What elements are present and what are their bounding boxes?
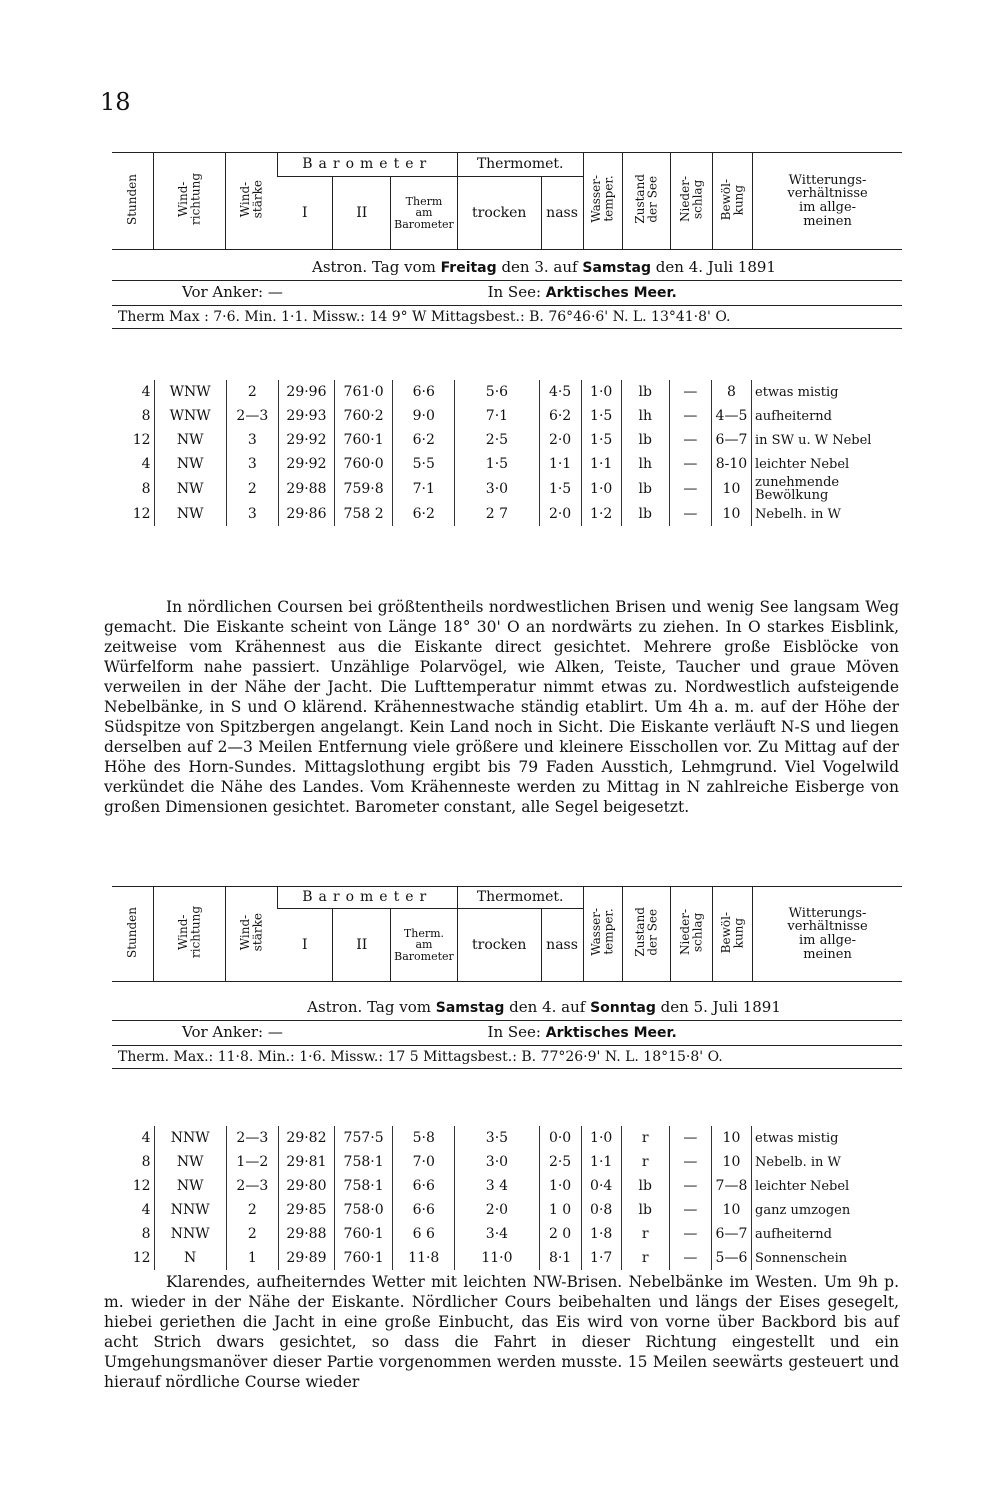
table-cell: 1—2 xyxy=(226,1150,278,1174)
table-row xyxy=(112,1150,902,1174)
see-line-2: In See: Arktisches Meer. xyxy=(487,1022,677,1041)
astron-day-line: Astron. Tag vom Freitag den 3. auf Samstag den 4. Juli 1891 xyxy=(312,258,776,276)
header-stunden: Stunden xyxy=(125,173,140,225)
astron-day-line-2: Astron. Tag vom Samstag den 4. auf Sonntag den 5. Juli 1891 xyxy=(307,998,781,1016)
table-cell: 2 7 xyxy=(455,502,539,526)
table-cell: 0·8 xyxy=(581,1198,621,1222)
table-cell: lb xyxy=(621,380,669,404)
table-cell: — xyxy=(669,1150,711,1174)
table-row xyxy=(112,1174,902,1198)
table-cell: 1·1 xyxy=(581,452,621,476)
table-cell: 7·1 xyxy=(393,476,455,502)
table-cell: 6—7 xyxy=(711,1222,751,1246)
table-cell: 2—3 xyxy=(226,1126,278,1150)
table-cell: 1·5 xyxy=(455,452,539,476)
table-cell: 1·2 xyxy=(581,502,621,526)
header-bar-1: I xyxy=(277,177,333,250)
table-cell: 29·92 xyxy=(278,452,334,476)
table-cell: 4 xyxy=(141,383,151,400)
table-cell: 0·0 xyxy=(539,1126,581,1150)
table-cell: lh xyxy=(621,404,669,428)
header-barometer: Barometer xyxy=(302,156,433,173)
table-cell: lb xyxy=(621,502,669,526)
table-cell: 29·92 xyxy=(278,428,334,452)
table-cell: 8 xyxy=(711,380,751,404)
table-cell: 3·0 xyxy=(455,1150,539,1174)
table-cell: 759·8 xyxy=(335,476,393,502)
table-cell: aufheiternd xyxy=(752,1222,902,1246)
table-cell: Sonnenschein xyxy=(752,1246,902,1270)
table-cell: 29·96 xyxy=(278,380,334,404)
table-cell: 2·0 xyxy=(539,502,581,526)
table-cell: 6·6 xyxy=(393,1198,455,1222)
table-cell: — xyxy=(669,452,711,476)
table-row xyxy=(112,1246,902,1270)
table-cell: 29·82 xyxy=(278,1126,334,1150)
table-row xyxy=(112,502,902,526)
data-rows-1 xyxy=(112,380,902,526)
table-cell: 758·1 xyxy=(335,1150,393,1174)
header-wassertemper-2: Wasser- temper. xyxy=(589,908,616,956)
table-cell: 10 xyxy=(711,1126,751,1150)
table-cell: 11·8 xyxy=(393,1246,455,1270)
table-row xyxy=(112,452,902,476)
table-cell: 8 xyxy=(141,1153,151,1170)
day-info-1 xyxy=(112,256,902,329)
table-cell: 29·88 xyxy=(278,1222,334,1246)
table-cell: zunehmende Bewölkung xyxy=(752,476,902,502)
table-cell: 1·5 xyxy=(581,428,621,452)
header-witterung-2: Witterungs- verhältnisse im allge- meinen xyxy=(753,887,902,982)
header-windstaerke: Wind- stärke xyxy=(237,180,265,219)
table-cell: lh xyxy=(621,452,669,476)
table-cell: 758·1 xyxy=(335,1174,393,1198)
table-cell: — xyxy=(669,1126,711,1150)
table-cell: 760·1 xyxy=(335,1222,393,1246)
table-cell: leichter Nebel xyxy=(752,452,902,476)
table-cell: 760·0 xyxy=(335,452,393,476)
table-cell: — xyxy=(669,428,711,452)
table-cell: 758 2 xyxy=(335,502,393,526)
table-cell: 6·2 xyxy=(393,502,455,526)
table-cell: 1·0 xyxy=(581,1126,621,1150)
table-cell: Nebelb. in W xyxy=(752,1150,902,1174)
table-row xyxy=(112,1126,902,1150)
table-cell: — xyxy=(669,380,711,404)
paragraph-1: In nördlichen Coursen bei größtentheils nordwestlichen Brisen und wenig See langsam Weg gemacht. Die Eiskante scheint von Länge 18° 30' O an nordwärts zu ziehen. In O starkes Eisblink, zeitweise vom Krähennest aus die Eiskante direct gesichtet. Mehrere große Eisblöcke von Würfelform nahe passiert. Unzählige Polarvögel, wie Alken, Teiste, Taucher und graue Möven verweilen in der Nähe der Jacht. Die Lufttemperatur nimmt etwas zu. Nordwestlich aufsteigende Nebelbänke, in S und O klärend. Krähennestwache ständig etablirt. Um 4h a. m. auf der Höhe der Südspitze von Spitzbergen angelangt. Kein Land noch in Sicht. Die Eiskante verläuft N-S und liegen derselben auf 2—3 Meilen Entfernung viele größere und kleinere Eisschollen vor. Zu Mittag auf der Höhe des Horn-Sundes. Mittagslothung ergibt bis 79 Faden Ausstich, Lehmgrund. Viel Vogelwild verkündet die Nähe des Landes. Vom Krähenneste werden zu Mittag in N zahlreiche Eisberge von großen Dimensionen gesichtet. Barometer constant, alle Segel beigesetzt. xyxy=(104,598,899,816)
weather-log-table-2 xyxy=(112,886,902,982)
table-cell: 2 xyxy=(226,380,278,404)
table-cell: 8 xyxy=(141,1225,151,1242)
table-cell: 2 xyxy=(226,1222,278,1246)
table-cell: 5·6 xyxy=(455,380,539,404)
table-cell: 760·1 xyxy=(335,428,393,452)
table-cell: 1·0 xyxy=(581,476,621,502)
table-cell: NW xyxy=(154,1150,226,1174)
table-cell: 3 xyxy=(226,502,278,526)
table-cell: 1·0 xyxy=(581,380,621,404)
header-bar-2-2: II xyxy=(333,909,391,982)
table-row xyxy=(112,476,902,502)
table-cell: 2—3 xyxy=(226,404,278,428)
table-cell: NW xyxy=(154,476,226,502)
table-cell: NW xyxy=(154,428,226,452)
table-cell: NW xyxy=(154,502,226,526)
table-cell: 1·1 xyxy=(581,1150,621,1174)
table-cell: — xyxy=(669,1222,711,1246)
table-cell: 760·2 xyxy=(335,404,393,428)
table-cell: ganz umzogen xyxy=(752,1198,902,1222)
table-cell: 757·5 xyxy=(335,1126,393,1150)
header-windrichtung: Wind- richtung xyxy=(175,173,203,226)
table-cell: 7·1 xyxy=(455,404,539,428)
header-trocken: trocken xyxy=(457,177,541,250)
table-cell: leichter Nebel xyxy=(752,1174,902,1198)
header-wassertemper: Wasser- temper. xyxy=(589,175,616,223)
table-cell: 2·5 xyxy=(455,428,539,452)
table-cell: 3·5 xyxy=(455,1126,539,1150)
table-row xyxy=(112,428,902,452)
table-cell: lb xyxy=(621,476,669,502)
table-cell: 2—3 xyxy=(226,1174,278,1198)
header-nass: nass xyxy=(541,177,583,250)
table-cell: WNW xyxy=(154,380,226,404)
table-cell: NW xyxy=(154,452,226,476)
table-cell: lb xyxy=(621,1174,669,1198)
table-cell: 10 xyxy=(711,476,751,502)
table-cell: NNW xyxy=(154,1126,226,1150)
table-cell: 758·0 xyxy=(335,1198,393,1222)
table-cell: r xyxy=(621,1246,669,1270)
header-bar-1-2: I xyxy=(277,909,333,982)
header-windstaerke-2: Wind- stärke xyxy=(237,913,265,952)
header-stunden-2: Stunden xyxy=(125,906,140,958)
table-cell: aufheiternd xyxy=(752,404,902,428)
table-row xyxy=(112,1222,902,1246)
table-cell: 2 0 xyxy=(539,1222,581,1246)
table-cell: lb xyxy=(621,428,669,452)
table-cell: — xyxy=(669,1174,711,1198)
therm-summary-line-2: Therm. Max.: 11·8. Min.: 1·6. Missw.: 17 5 Mittagsbest.: B. 77°26·9' N. L. 18°15·8' O. xyxy=(118,1048,723,1065)
table-cell: in SW u. W Nebel xyxy=(752,428,902,452)
table-cell: 10 xyxy=(711,1198,751,1222)
table-cell: — xyxy=(669,502,711,526)
table-cell: 8·1 xyxy=(539,1246,581,1270)
table-cell: 1·8 xyxy=(581,1222,621,1246)
header-bewoelkung: Bewöl- kung xyxy=(719,178,746,220)
table-cell: 29·85 xyxy=(278,1198,334,1222)
table-cell: 2 xyxy=(226,476,278,502)
header-therm-am-barometer-2: Therm. am Barometer xyxy=(391,909,458,982)
header-niederschlag-2: Nieder- schlag xyxy=(678,909,705,956)
table-cell: r xyxy=(621,1150,669,1174)
table-cell: 3·4 xyxy=(455,1222,539,1246)
table-cell: — xyxy=(669,404,711,428)
table-cell: 3 xyxy=(226,428,278,452)
therm-summary-line: Therm Max : 7·6. Min. 1·1. Missw.: 14 9° W Mittagsbest.: B. 76°46·6' N. L. 13°41·8' O. xyxy=(118,308,731,325)
table-cell: Nebelh. in W xyxy=(752,502,902,526)
table-cell: 3 4 xyxy=(455,1174,539,1198)
table-cell: 29·89 xyxy=(278,1246,334,1270)
table-cell: 4 xyxy=(141,455,151,472)
header-bar-2: II xyxy=(333,177,391,250)
table-cell: 8 xyxy=(141,407,151,424)
table-cell: 6—7 xyxy=(711,428,751,452)
table-cell: 12 xyxy=(132,505,151,522)
table-cell: 8 xyxy=(141,480,151,497)
table-cell: etwas mistig xyxy=(752,380,902,404)
see-line: In See: Arktisches Meer. xyxy=(487,282,677,301)
table-cell: 29·88 xyxy=(278,476,334,502)
header-zustand-see-2: Zustand der See xyxy=(633,907,660,957)
table-cell: 1 xyxy=(226,1246,278,1270)
table-cell: 3·0 xyxy=(455,476,539,502)
table-cell: — xyxy=(669,1246,711,1270)
table-cell: 761·0 xyxy=(335,380,393,404)
table-row xyxy=(112,1198,902,1222)
header-bewoelkung-2: Bewöl- kung xyxy=(719,911,746,953)
table-cell: 2·0 xyxy=(455,1198,539,1222)
table-cell: 3 xyxy=(226,452,278,476)
header-thermomet-2: Thermomet. xyxy=(476,889,564,906)
table-cell: 1·0 xyxy=(539,1174,581,1198)
header-barometer-2: Barometer xyxy=(302,889,433,906)
table-cell: lb xyxy=(621,1198,669,1222)
table-cell: 0·4 xyxy=(581,1174,621,1198)
table-cell: 8-10 xyxy=(711,452,751,476)
anker-line: Vor Anker: — xyxy=(182,282,283,301)
table-cell: — xyxy=(669,476,711,502)
table-cell: NW xyxy=(154,1174,226,1198)
table-cell: 6·6 xyxy=(393,1174,455,1198)
table-cell: 10 xyxy=(711,1150,751,1174)
table-cell: r xyxy=(621,1222,669,1246)
header-nass-2: nass xyxy=(541,909,583,982)
table-cell: 9·0 xyxy=(393,404,455,428)
table-cell: — xyxy=(669,1198,711,1222)
table-cell: 6·2 xyxy=(539,404,581,428)
table-cell: N xyxy=(154,1246,226,1270)
anker-line-2: Vor Anker: — xyxy=(182,1022,283,1041)
table-cell: 760·1 xyxy=(335,1246,393,1270)
header-niederschlag: Nieder- schlag xyxy=(678,176,705,223)
table-cell: 12 xyxy=(132,431,151,448)
table-cell: 2·0 xyxy=(539,428,581,452)
table-cell: 1·5 xyxy=(581,404,621,428)
table-cell: 29·93 xyxy=(278,404,334,428)
table-cell: 2·5 xyxy=(539,1150,581,1174)
table-cell: 6·2 xyxy=(393,428,455,452)
table-cell: 29·80 xyxy=(278,1174,334,1198)
day-info-2 xyxy=(112,996,902,1069)
table-cell: NNW xyxy=(154,1222,226,1246)
paragraph-2: Klarendes, aufheiterndes Wetter mit leichten NW-Brisen. Nebelbänke im Westen. Um 9h p. m. wieder in der Nähe der Eiskante. Nördlicher Cours beibehalten und längs der Eises gesegelt, hiebei geriethen die Jacht in eine große Einbucht, das Eis wird von vorne über Backbord bis auf acht Strich dwars gesichtet, so dass die Fahrt in dieser Richtung eingestellt und ein Umgehungsmanöver dieser Partie vorgenommen werden musste. 15 Meilen seewärts gesteuert und hierauf nördliche Course wieder xyxy=(104,1273,899,1391)
table-cell: 12 xyxy=(132,1249,151,1266)
data-rows-2 xyxy=(112,1126,902,1270)
table-cell: 1 0 xyxy=(539,1198,581,1222)
table-cell: 5·8 xyxy=(393,1126,455,1150)
table-cell: WNW xyxy=(154,404,226,428)
header-therm-am-barometer: Therm am Barometer xyxy=(391,177,458,250)
table-cell: 6·6 xyxy=(393,380,455,404)
table-cell: 11·0 xyxy=(455,1246,539,1270)
table-cell: r xyxy=(621,1126,669,1150)
table-cell: 4 xyxy=(141,1129,151,1146)
header-thermomet: Thermomet. xyxy=(476,156,564,173)
table-cell: 7—8 xyxy=(711,1174,751,1198)
table-cell: 29·81 xyxy=(278,1150,334,1174)
table-cell: NNW xyxy=(154,1198,226,1222)
table-cell: 1·7 xyxy=(581,1246,621,1270)
table-cell: 5·5 xyxy=(393,452,455,476)
table-cell: 6 6 xyxy=(393,1222,455,1246)
table-cell: 2 xyxy=(226,1198,278,1222)
header-trocken-2: trocken xyxy=(457,909,541,982)
table-row xyxy=(112,404,902,428)
table-cell: 1·1 xyxy=(539,452,581,476)
table-cell: 29·86 xyxy=(278,502,334,526)
header-windrichtung-2: Wind- richtung xyxy=(175,906,203,959)
header-zustand-see: Zustand der See xyxy=(633,174,660,224)
table-cell: 10 xyxy=(711,502,751,526)
weather-log-table-1 xyxy=(112,152,902,250)
table-cell: 4 xyxy=(141,1201,151,1218)
header-witterung: Witterungs- verhältnisse im allge- meinen xyxy=(753,153,902,250)
table-cell: 4—5 xyxy=(711,404,751,428)
table-cell: 5—6 xyxy=(711,1246,751,1270)
table-row xyxy=(112,380,902,404)
table-cell: 12 xyxy=(132,1177,151,1194)
table-cell: 4·5 xyxy=(539,380,581,404)
table-cell: 7·0 xyxy=(393,1150,455,1174)
page-number: 18 xyxy=(100,88,131,116)
table-cell: etwas mistig xyxy=(752,1126,902,1150)
table-cell: 1·5 xyxy=(539,476,581,502)
